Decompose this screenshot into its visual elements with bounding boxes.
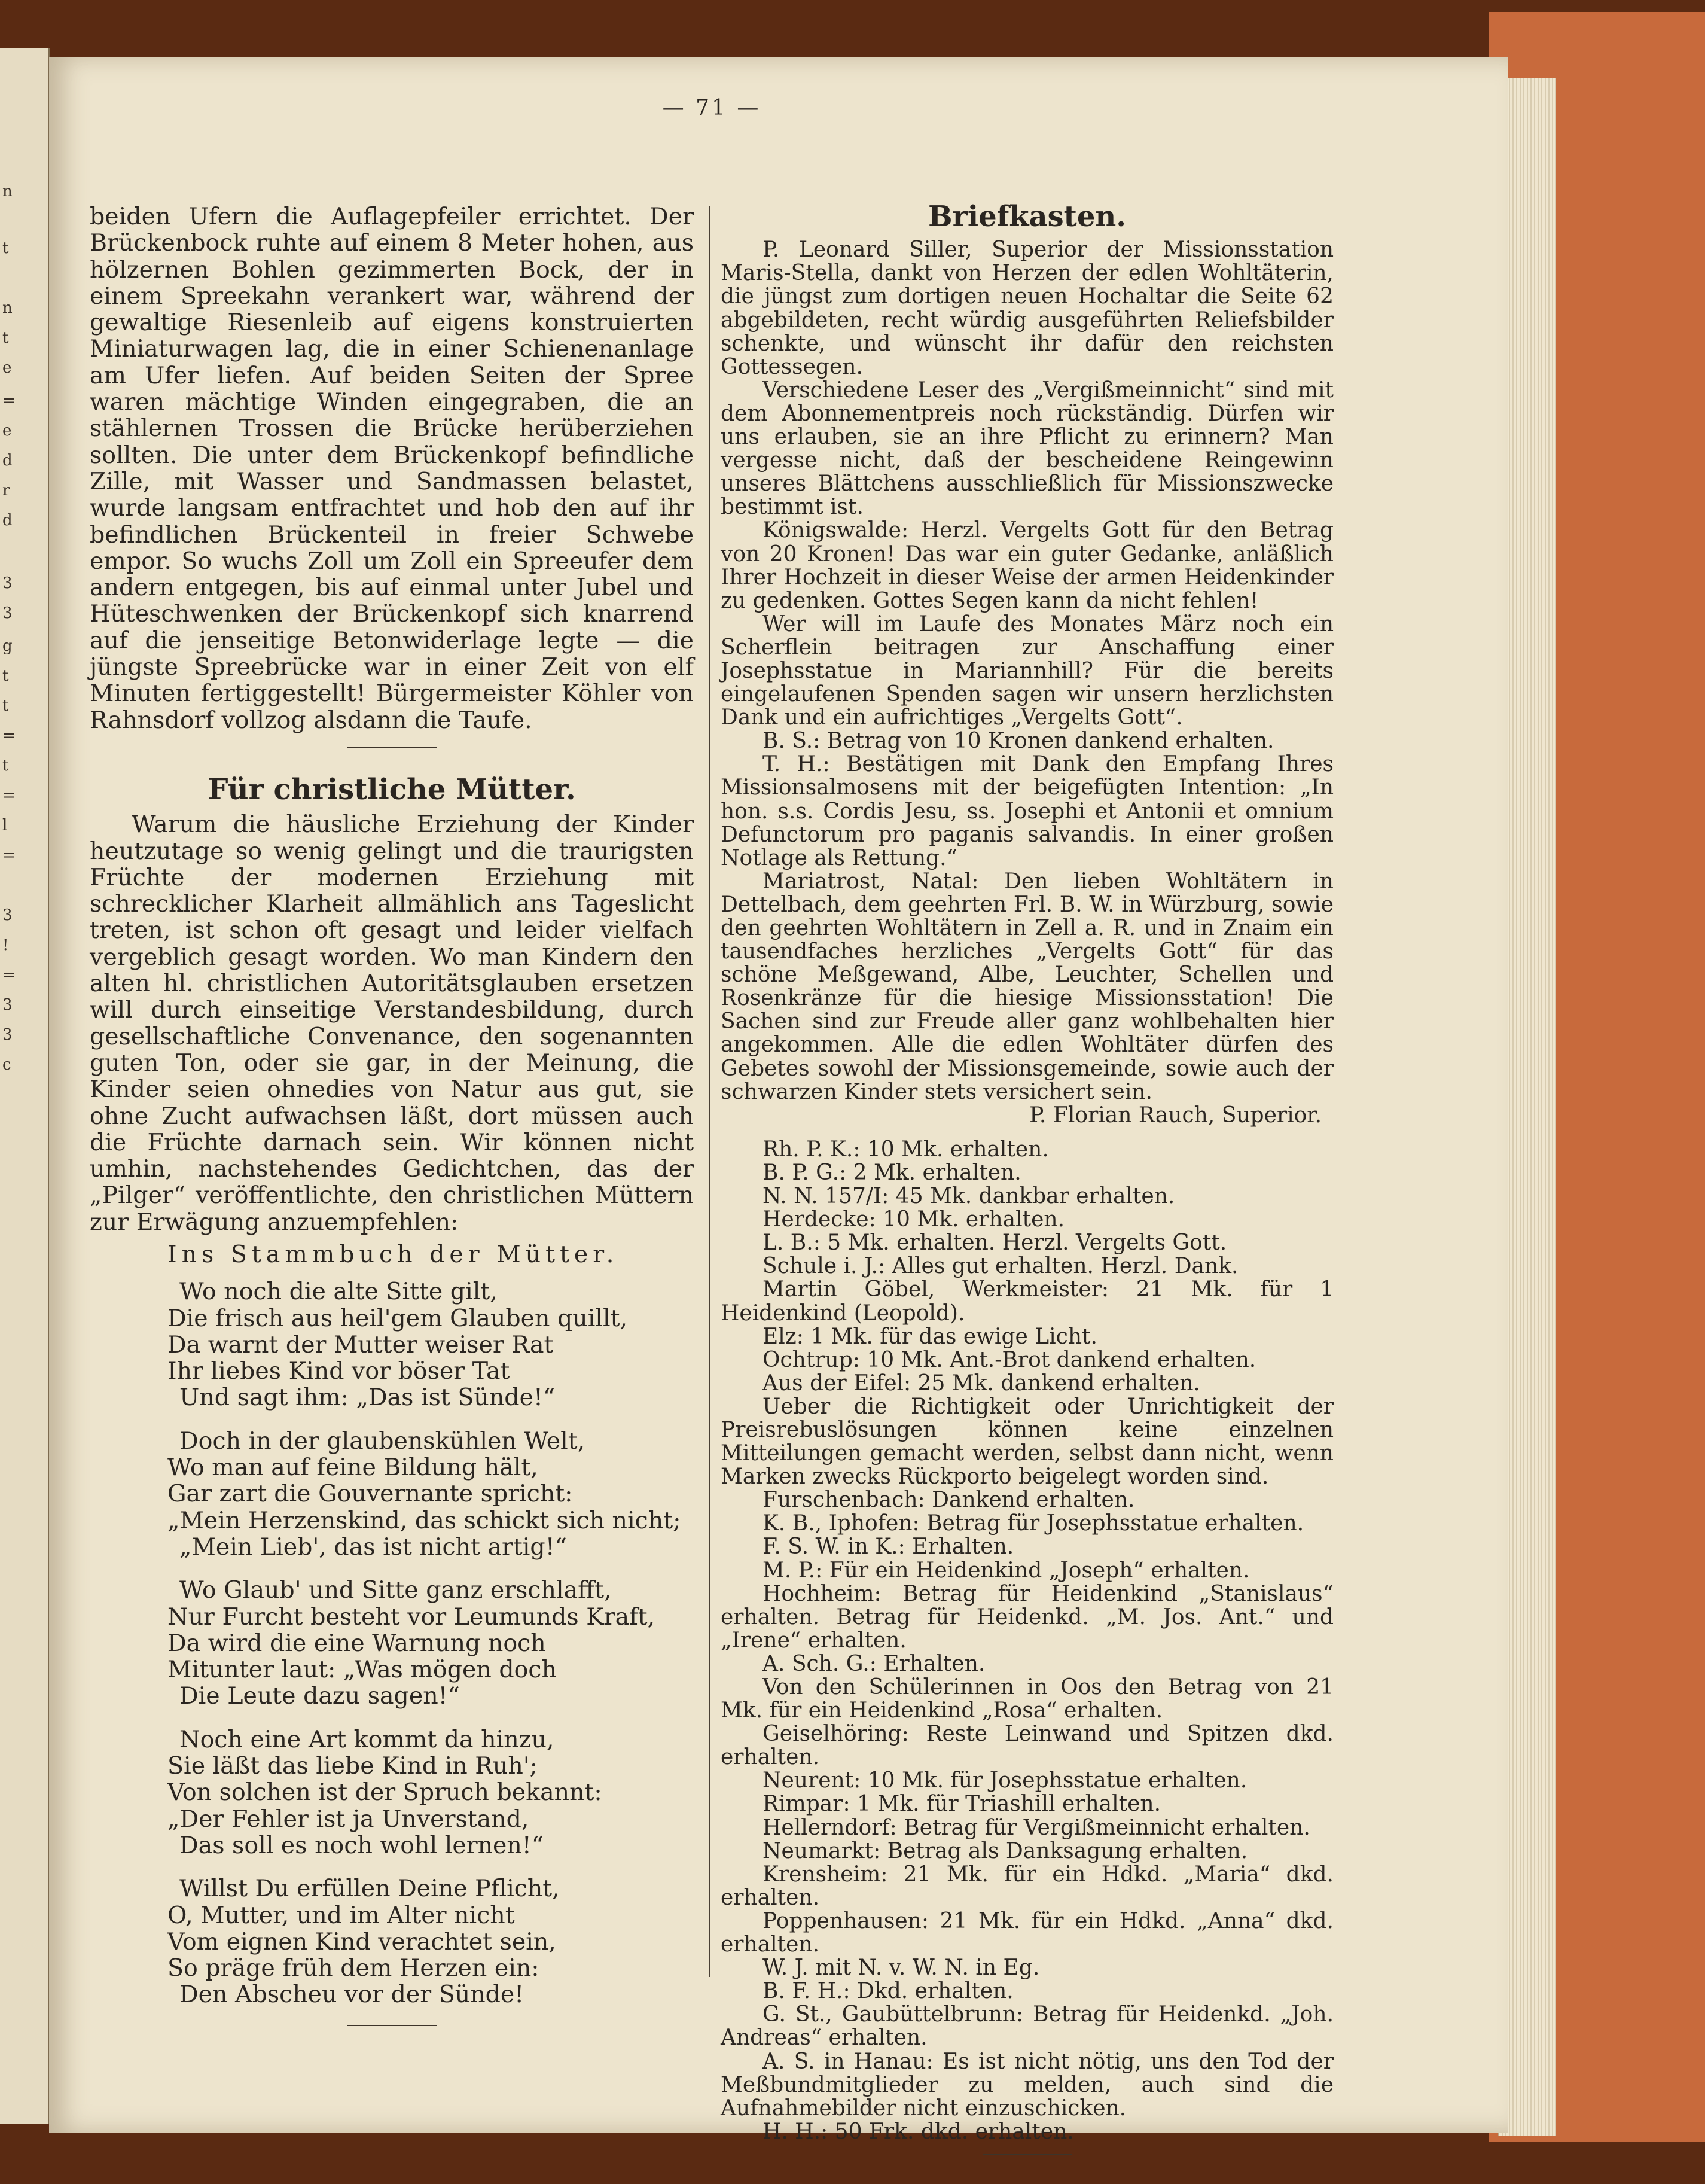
receipt-entry: Furschenbach: Dankend erhalten. (762, 1488, 1135, 1513)
poem-line: Nur Furcht besteht vor Leumunds Kraft, (167, 1603, 655, 1631)
edge-glyph: 3 (2, 604, 13, 622)
section-intro-paragraph: Warum die häusliche Erziehung der Kinder heutzutage so wenig gelingt und die traurigsten Früchte der modernen Erziehung mit schrecklicher Klarheit allmählich ans Tageslicht treten, ist schon oft gesagt und leider vielfach vergeblich gesagt worden. Wo man Kindern den alten hl. christlichen Autoritätsglauben ersetzen will durch einseitige Verstandesbildung, durch gesellschaftliche Convenance, den sogenannten guten Ton, oder sie gar, in der Meinung, die Kinder seien ohnedies von Natur aus gut, sie ohne Zucht aufwachsen läßt, dort müssen auch die Früchte darnach sein. Wir können nicht umhin, nachstehendes Gedichtchen, das der „Pilger“ veröffentlichte, den christlichen Müttern zur Erwägung anzuempfehlen: (90, 811, 694, 1236)
poem-line: Sie läßt das liebe Kind in Ruh'; (167, 1752, 538, 1780)
poem-line: „Mein Herzenskind, das schickt sich nicht; (167, 1506, 681, 1534)
poem-line: Noch eine Art kommt da hinzu, (179, 1725, 554, 1753)
edge-glyph: r (2, 482, 10, 499)
receipt-entry: Hochheim: Betrag für Heidenkind „Stanislaus“ erhalten. Betrag für Heidenkd. „M. Jos. Ant.“ und „Irene“ erhalten. (721, 1581, 1334, 1653)
poem-line: So präge früh dem Herzen ein: (167, 1954, 539, 1982)
poem-line: Wo noch die alte Sitte gilt, (179, 1278, 498, 1306)
receipt-entry: Aus der Eifel: 25 Mk. dankend erhalten. (762, 1370, 1200, 1396)
receipt-entry: Krensheim: 21 Mk. für ein Hdkd. „Maria“ dkd. erhalten. (721, 1862, 1334, 1910)
edge-glyph: t (2, 239, 9, 257)
receipt-entry: Poppenhausen: 21 Mk. für ein Hdkd. „Anna“ dkd. erhalten. (721, 1908, 1334, 1957)
poem-line: Und sagt ihm: „Das ist Sünde!“ (179, 1384, 556, 1412)
signature: P. Florian Rauch, Superior. (1029, 1102, 1322, 1128)
poem-line: Die frisch aus heil'gem Glauben quillt, (167, 1304, 628, 1332)
receipt-entry: Martin Göbel, Werkmeister: 21 Mk. für 1 Heidenkind (Leopold). (721, 1277, 1334, 1326)
letter-paragraph: P. Leonard Siller, Superior der Missionsstation Maris-Stella, dankt von Herzen der edlen Wohltäterin, die jüngst zum dortigen neuen Hochaltar die Seite 62 abgebildeten, recht würdig ausgeführten Reliefsbilder schenkte, und wünscht ihr dafür den reichsten Gottessegen. (721, 237, 1334, 379)
poem-line: Von solchen ist der Spruch bekannt: (167, 1778, 602, 1807)
column-divider (709, 206, 710, 1977)
poem-stanza (90, 1726, 694, 1859)
edge-glyph: n (2, 182, 13, 200)
receipt-entry: N. N. 157/I: 45 Mk. dankbar erhalten. (762, 1184, 1175, 1209)
poem-title: Ins Stammbuch der Mütter. (167, 1240, 619, 1268)
edge-glyph: t (2, 697, 9, 715)
receipt-entry: G. St., Gaubüttelbrunn: Betrag für Heidenkd. „Joh. Andreas“ erhalten. (721, 2002, 1334, 2051)
section-heading: Für christliche Mütter. (208, 772, 576, 806)
edge-glyph: c (2, 1056, 11, 1074)
receipt-entry: A. S. in Hanau: Es ist nicht nötig, uns den Tod der Meßbundmitglieder zu melden, auch sind die Aufnahmebilder nicht einzuschicken. (721, 2049, 1334, 2121)
receipt-entry: Ochtrup: 10 Mk. Ant.-Brot dankend erhalten. (762, 1347, 1256, 1372)
edge-glyph: n (2, 299, 13, 317)
edge-glyph: = (2, 787, 16, 805)
edge-glyph: = (2, 966, 16, 984)
adjacent-page-edge (0, 48, 50, 2124)
receipt-entry: B. P. G.: 2 Mk. erhalten. (762, 1160, 1021, 1185)
receipt-entry: F. S. W. in K.: Erhalten. (762, 1534, 1014, 1559)
poem-line: Da wird die eine Warnung noch (167, 1629, 546, 1657)
left-column (90, 203, 694, 2055)
end-separator (347, 2025, 437, 2026)
receipt-entry: Neumarkt: Betrag als Danksagung erhalten. (762, 1838, 1248, 1863)
poem-line: Willst Du erfüllen Deine Pflicht, (179, 1875, 560, 1903)
edge-glyph: 3 (2, 1026, 13, 1044)
poem-stanza (90, 1428, 694, 1560)
receipt-entry: Rh. P. K.: 10 Mk. erhalten. (762, 1137, 1049, 1162)
end-separator (983, 2154, 1072, 2155)
edge-glyph: 3 (2, 996, 13, 1014)
edge-glyph: d (2, 452, 13, 470)
receipt-entry: M. P.: Für ein Heidenkind „Joseph“ erhalten. (762, 1558, 1250, 1583)
receipt-entry: K. B., Iphofen: Betrag für Josephsstatue erhalten. (762, 1511, 1304, 1536)
receipt-entry: Herdecke: 10 Mk. erhalten. (762, 1207, 1065, 1232)
bridge-article-ending: beiden Ufern die Auflagepfeiler errichtet. Der Brückenbock ruhte auf einem 8 Meter hohen, aus hölzernen Bohlen gezimmerten Bock, der in einem Spreekahn verankert war, während der gewaltige Riesenleib auf eigens konstruierten Miniaturwagen lag, die in einer Schienenanlage am Ufer liefen. Auf beiden Seiten der Spree waren mächtige Winden eingegraben, die an stählernen Trossen die Brücke herüberziehen sollten. Die unter dem Brückenkopf befindliche Zille, mit Wasser und Sandmassen belastet, wurde langsam entfrachtet und hob den auf ihr befindlichen Brückenteil in freier Schwebe empor. So wuchs Zoll um Zoll ein Spreeufer dem andern entgegen, bis auf einmal unter Jubel und Hüteschwenken der Brückenkopf sich knarrend auf die jenseitige Betonwiderlage legte — die jüngste Spreebrücke war in einer Zeit von elf Minuten fertiggestellt! Bürgermeister Köhler von Rahnsdorf vollzog alsdann die Taufe. (90, 203, 694, 734)
right-column (721, 200, 1334, 2184)
edge-glyph: t (2, 329, 9, 347)
poem-stanza (90, 1875, 694, 2008)
receipt-entry: L. B.: 5 Mk. erhalten. Herzl. Vergelts Gott. (762, 1230, 1227, 1256)
receipt-entry: Geiselhöring: Reste Leinwand und Spitzen dkd. erhalten. (721, 1722, 1334, 1770)
poem (90, 1241, 694, 2008)
receipt-entry: Schule i. J.: Alles gut erhalten. Herzl. Dank. (762, 1254, 1239, 1279)
letter-paragraph: Mariatrost, Natal: Den lieben Wohltätern in Dettelbach, dem geehrten Frl. B. W. in Würzburg, sowie den geehrten Wohltätern in Zell a. R. und in Znaim ein tausendfaches herzliches „Vergelts Gott“ für das schöne Meßgewand, Albe, Leuchter, Schellen und Rosenkränze für die hiesige Missionsstation! Die Sachen sind zur Freude aller ganz wohlbehalten hier angekommen. Alle die edlen Wohltäter dürfen des Gebetes sowohl der Missionsgemeinde, sowie auch der schwarzen Kinder stets versichert sein. (721, 869, 1334, 1104)
edge-glyph: l (2, 817, 8, 834)
receipt-entry: W. J. mit N. v. W. N. in Eg. (762, 1955, 1040, 1981)
poem-line: Doch in der glaubenskühlen Welt, (179, 1427, 585, 1455)
poem-line: Das soll es noch wohl lernen!“ (179, 1831, 544, 1859)
receipt-entry: Ueber die Richtigkeit oder Unrichtigkeit der Preisrebuslösungen können keine einzelnen Mitteilungen gemacht werden, selbst dann nicht, wenn Marken zwecks Rückporto beigelegt worden sind. (721, 1394, 1334, 1489)
receipt-entry: B. F. H.: Dkd. erhalten. (762, 1979, 1014, 2004)
edge-glyph: 3 (2, 574, 13, 592)
poem-line: O, Mutter, und im Alter nicht (167, 1901, 515, 1929)
letter-paragraph: Königswalde: Herzl. Vergelts Gott für den Betrag von 20 Kronen! Das war ein guter Gedanke, anläßlich Ihrer Hochzeit in dieser Weise der armen Heidenkinder zu gedenken. Gottes Segen kann da nicht fehlen! (721, 518, 1334, 613)
edge-glyph: ! (2, 936, 9, 954)
receipt-entry: Neurent: 10 Mk. für Josephsstatue erhalten. (762, 1768, 1248, 1793)
page-number: — 71 — (662, 96, 761, 120)
edge-glyph: = (2, 727, 16, 745)
receipt-entry: A. Sch. G.: Erhalten. (762, 1651, 986, 1676)
letter-paragraph: Wer will im Laufe des Monates März noch ein Scherflein beitragen zur Anschaffung einer Josephsstatue in Mariannhill? Für die bereits eingelaufenen Spenden sagen wir unsern herzlichsten Dank und ein aufrichtiges „Vergelts Gott“. (721, 611, 1334, 730)
poem-line: Wo man auf feine Bildung hält, (167, 1454, 538, 1482)
poem-line: Da warnt der Mutter weiser Rat (167, 1330, 554, 1358)
receipt-entry: H. H.: 50 Frk. dkd. erhalten. (762, 2119, 1074, 2144)
poem-line: Den Abscheu vor der Sünde! (179, 1981, 524, 2009)
edge-glyph: = (2, 392, 16, 410)
edge-glyph: e (2, 422, 12, 440)
receipt-entry: Von den Schülerinnen in Oos den Betrag von 21 Mk. für ein Heidenkind „Rosa“ erhalten. (721, 1675, 1334, 1723)
edge-glyph: g (2, 637, 13, 655)
edge-glyph: 3 (2, 906, 13, 924)
poem-stanza (90, 1278, 694, 1411)
letterbox-heading: Briefkasten. (928, 200, 1126, 233)
letter-paragraph: B. S.: Betrag von 10 Kronen dankend erhalten. (762, 729, 1274, 754)
poem-stanza (90, 1577, 694, 1709)
poem-line: Ihr liebes Kind vor böser Tat (167, 1357, 510, 1385)
receipt-entry: Hellerndorf: Betrag für Vergißmeinnicht erhalten. (762, 1815, 1310, 1840)
poem-line: „Mein Lieb', das ist nicht artig!“ (179, 1533, 567, 1561)
letter-paragraph: Verschiedene Leser des „Vergißmeinnicht“ sind mit dem Abonnementpreis noch rückständig. Dürfen wir uns erlauben, sie an ihre Pflicht zu erinnern? Man vergesse nicht, daß der bescheidene Reingewinn unseres Blättchens ausschließlich für Missionszwecke bestimmt ist. (721, 377, 1334, 520)
receipt-entry: Elz: 1 Mk. für das ewige Licht. (762, 1324, 1097, 1349)
poem-line: Wo Glaub' und Sitte ganz erschlafft, (179, 1576, 612, 1604)
edge-glyph: = (2, 846, 16, 864)
edge-glyph: t (2, 667, 9, 685)
poem-line: „Der Fehler ist ja Unverstand, (167, 1805, 529, 1833)
poem-line: Mitunter laut: „Was mögen doch (167, 1656, 557, 1684)
edge-glyph: d (2, 511, 13, 529)
poem-line: Gar zart die Gouvernante spricht: (167, 1480, 573, 1508)
letter-paragraph: T. H.: Bestätigen mit Dank den Empfang Ihres Missionsalmosens mit der beigefügten Intention: „In hon. s.s. Cordis Jesu, ss. Josephi et Antonii et omnium Defunctorum pro paganis salvandis. In einer großen Notlage als Rettung.“ (721, 752, 1334, 870)
receipt-entry: Rimpar: 1 Mk. für Triashill erhalten. (762, 1792, 1161, 1817)
poem-line: Vom eignen Kind verachtet sein, (167, 1927, 556, 1955)
section-separator (347, 747, 437, 748)
poem-line: Die Leute dazu sagen!“ (179, 1682, 460, 1710)
edge-glyph: t (2, 757, 9, 775)
edge-glyph: e (2, 359, 12, 377)
